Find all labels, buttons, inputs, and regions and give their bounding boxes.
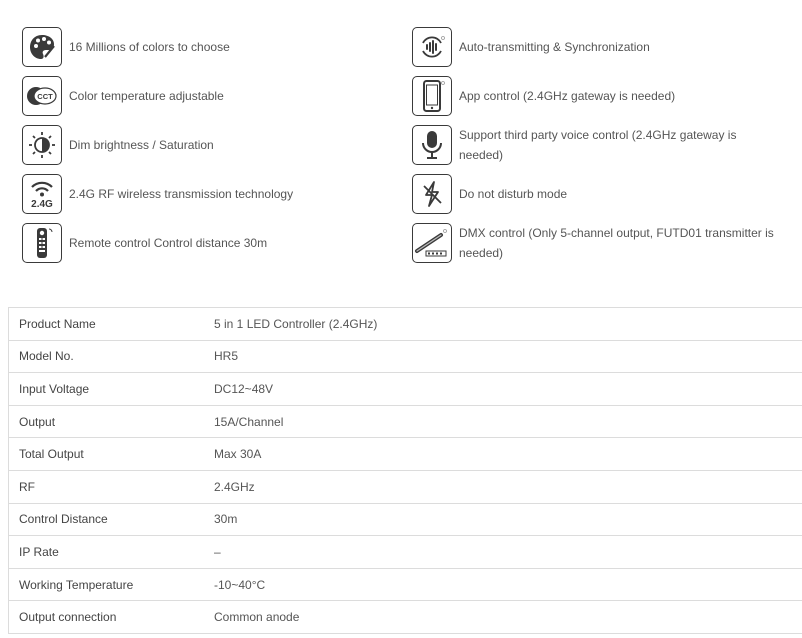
feature-item: [412, 174, 567, 214]
feature-text: Auto-transmitting & Synchronization: [459, 40, 650, 54]
table-row: [8, 406, 802, 439]
table-row: [8, 373, 802, 406]
feature-item: [412, 125, 779, 165]
spec-value: 2.4GHz: [214, 479, 255, 494]
spec-label: Working Temperature: [19, 577, 134, 592]
feature-text: 16 Millions of colors to choose: [69, 40, 230, 54]
spec-value: 15A/Channel: [214, 414, 284, 429]
feature-item: [412, 223, 789, 263]
do-not-disturb-icon: [412, 174, 452, 214]
table-row: [8, 504, 802, 537]
feature-text: Support third party voice control (2.4GHz gateway is needed): [459, 128, 737, 162]
spec-label: Output connection: [19, 610, 117, 625]
spec-label: Input Voltage: [19, 381, 90, 396]
feature-text: DMX control (Only 5-channel output, FUTD01 transmitter is needed): [459, 226, 774, 260]
brightness-icon: [22, 125, 62, 165]
spec-value: Common anode: [214, 610, 300, 625]
spec-value: -10~40°C: [214, 577, 266, 592]
feature-item: [412, 27, 650, 67]
rf-label: 2.4G: [31, 199, 53, 210]
table-row: [8, 569, 802, 602]
feature-text: App control (2.4GHz gateway is needed): [459, 89, 676, 103]
wifi-24g-icon: [22, 174, 62, 214]
spec-value: Max 30A: [214, 447, 262, 462]
cct-icon: [22, 76, 62, 116]
spec-label: Total Output: [19, 447, 84, 462]
spec-label: IP Rate: [19, 544, 59, 559]
spec-value: 30m: [214, 512, 238, 527]
feature-item: [22, 125, 214, 165]
spec-label: Model No.: [19, 349, 74, 364]
spec-label: Product Name: [19, 316, 96, 331]
feature-text: 2.4G RF wireless transmission technology: [69, 187, 294, 201]
feature-text: Dim brightness / Saturation: [69, 138, 214, 152]
table-row: [8, 536, 802, 569]
spec-label: Control Distance: [19, 512, 108, 527]
spec-label: Output: [19, 414, 56, 429]
spec-value: –: [214, 544, 221, 559]
table-row: [8, 438, 802, 471]
table-row: [8, 601, 802, 634]
palette-icon: [22, 27, 62, 67]
cct-label: CCT: [37, 92, 53, 101]
spec-value: 5 in 1 LED Controller (2.4GHz): [214, 316, 378, 331]
feature-text: Do not disturb mode: [459, 187, 568, 201]
feature-item: [22, 76, 224, 116]
feature-item: [412, 76, 675, 116]
feature-item: [22, 223, 267, 263]
feature-item: [22, 27, 230, 67]
spec-table: [8, 307, 802, 634]
spec-label: RF: [19, 479, 35, 494]
feature-text: Remote control Control distance 30m: [69, 236, 268, 250]
spec-value: DC12~48V: [214, 381, 274, 396]
microphone-icon: [412, 125, 452, 165]
remote-control-icon: [22, 223, 62, 263]
feature-item: [22, 174, 293, 214]
table-row: [8, 471, 802, 504]
spec-value: HR5: [214, 349, 239, 364]
feature-list: [0, 0, 802, 280]
sync-icon: [412, 27, 452, 67]
dmx-icon: [412, 223, 452, 263]
table-row: [8, 308, 802, 341]
smartphone-icon: [412, 76, 452, 116]
table-row: [8, 341, 802, 374]
feature-text: Color temperature adjustable: [69, 89, 224, 103]
